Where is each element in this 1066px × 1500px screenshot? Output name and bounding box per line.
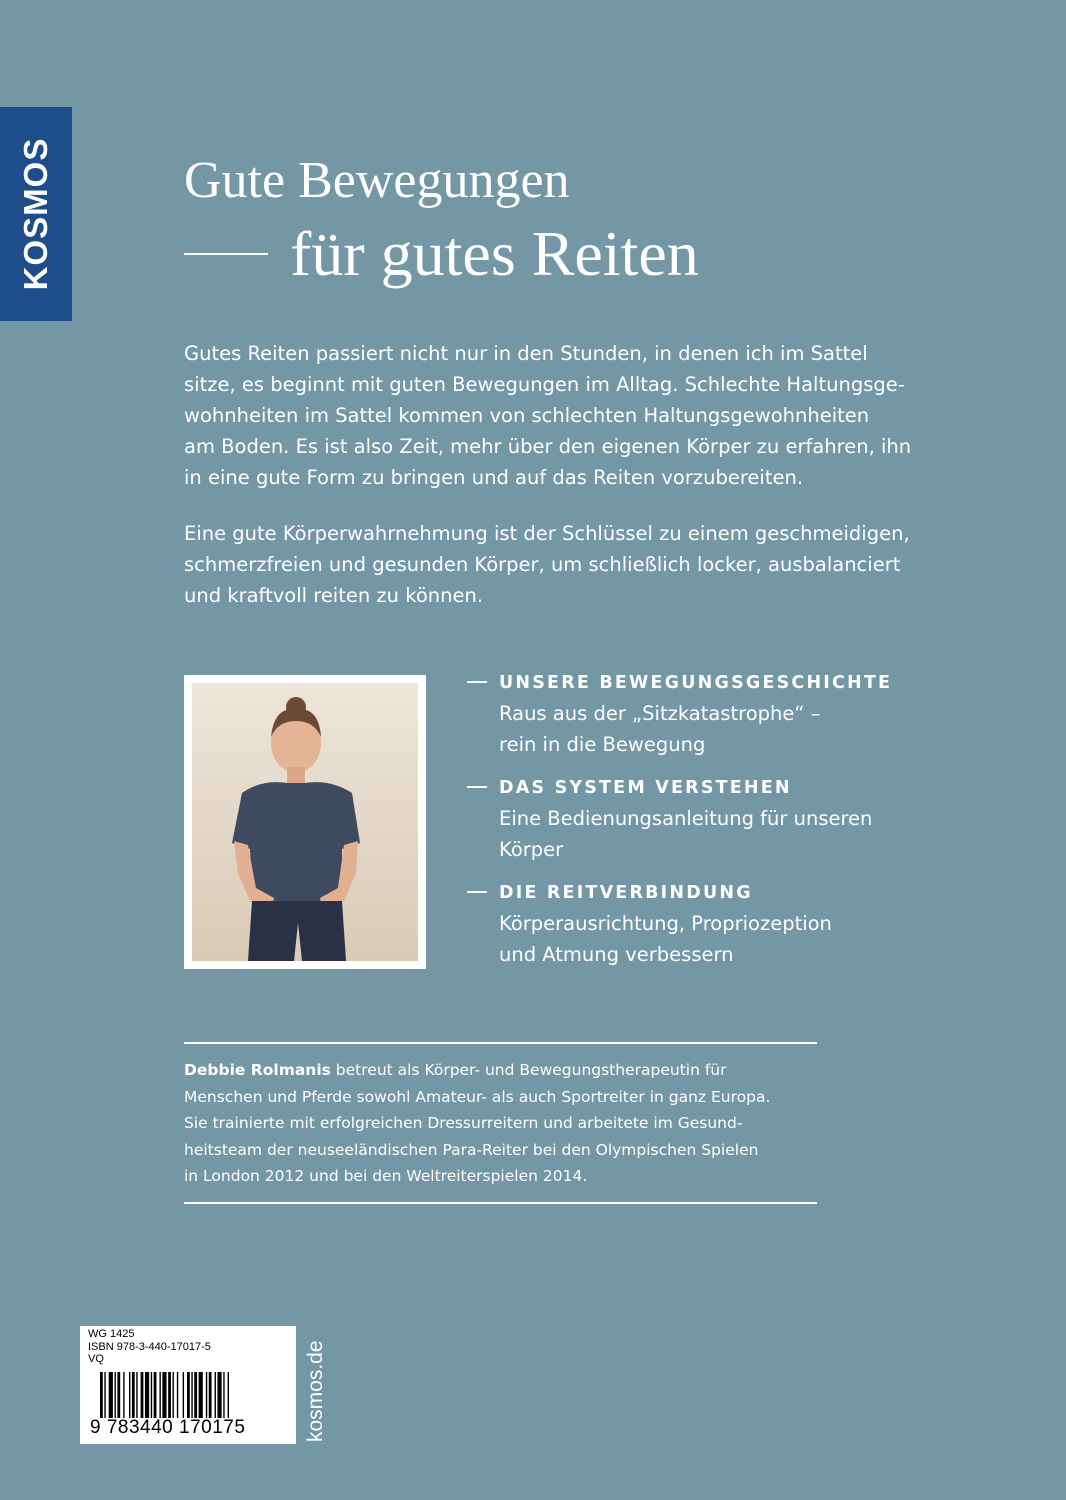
barcode-bar xyxy=(228,1372,229,1418)
barcode-bar xyxy=(145,1372,149,1418)
bio-line-rest: betreut als Körper- und Bewegungstherapeutin für xyxy=(330,1061,727,1079)
bio-line: in London 2012 und bei den Weltreiterspielen 2014. xyxy=(184,1167,588,1185)
barcode-bar xyxy=(129,1372,130,1418)
title-line-2 xyxy=(184,218,699,290)
author-name: Debbie Rolmanis xyxy=(184,1061,331,1079)
barcode-bar xyxy=(132,1372,135,1418)
topic-dash xyxy=(467,681,487,683)
barcode-bar xyxy=(104,1372,105,1418)
divider-top xyxy=(184,1042,817,1044)
barcode-bar xyxy=(173,1372,174,1418)
text-line: und kraftvoll reiten zu können. xyxy=(184,584,484,607)
author-photo-frame xyxy=(184,675,426,969)
divider-bottom xyxy=(184,1202,817,1204)
topic-text: Raus aus der „Sitzkatastrophe“ – xyxy=(499,702,821,725)
barcode-meta xyxy=(88,1328,211,1366)
bio-line: Menschen und Pferde sowohl Amateur- als auch Sportreiter in ganz Europa. xyxy=(184,1087,771,1106)
text-line: schmerzfreien und gesunden Körper, um schließlich locker, ausbalanciert xyxy=(184,553,901,576)
barcode-bar xyxy=(123,1372,124,1418)
topic-text: Körperausrichtung, Propriozeption xyxy=(499,912,832,935)
text-line: wohnheiten im Sattel kommen von schlechten Haltungsgewohnheiten xyxy=(184,404,870,427)
barcode-bar xyxy=(162,1372,166,1418)
isbn: ISBN 978-3-440-17017-5 xyxy=(88,1340,211,1353)
barcode-bar xyxy=(183,1372,184,1418)
wg-code: WG 1425 xyxy=(88,1328,135,1340)
title-line-2-text: für gutes Reiten xyxy=(290,218,699,289)
barcode-bar xyxy=(159,1372,160,1418)
topic-text: Körper xyxy=(499,838,564,861)
barcode-bar xyxy=(217,1372,221,1418)
brand-logo-text: KOSMOS xyxy=(17,137,54,291)
website-label: kosmos.de xyxy=(304,1340,327,1442)
text-line: Gutes Reiten passiert nicht nur in den Stunden, in denen ich im Sattel xyxy=(184,342,868,365)
barcode-bar xyxy=(151,1372,152,1418)
barcode-bar xyxy=(168,1372,171,1418)
bio-line xyxy=(184,1057,824,1084)
topic-dash xyxy=(467,891,487,893)
barcode-bar xyxy=(199,1372,203,1418)
text-line: sitze, es beginnt mit guten Bewegungen im Alltag. Schlechte Haltungsge- xyxy=(184,373,905,396)
topic-item xyxy=(467,773,1027,865)
topic-item xyxy=(467,878,1027,970)
barcode-bar xyxy=(117,1372,120,1418)
barcode-bar xyxy=(100,1372,103,1418)
topic-list xyxy=(467,668,1027,970)
topic-heading: DAS SYSTEM VERSTEHEN xyxy=(499,778,792,798)
author-bio xyxy=(184,1057,824,1190)
barcode-number: 9 783440 170175 xyxy=(90,1417,246,1438)
brand-logo-tab xyxy=(0,107,72,321)
barcode-bar xyxy=(187,1372,190,1418)
topic-text: und Atmung verbessern xyxy=(499,943,734,966)
barcode-bars xyxy=(100,1372,282,1418)
intro-paragraph-1 xyxy=(184,338,954,493)
barcode-bar xyxy=(194,1372,197,1418)
barcode-bar xyxy=(177,1372,178,1418)
topic-text: Eine Bedienungsanleitung für unseren xyxy=(499,807,873,830)
bio-line: Sie trainierte mit erfolgreichen Dressurreitern und arbeitete im Gesund- xyxy=(184,1114,743,1132)
title-dash-rule xyxy=(184,253,268,255)
barcode-bar xyxy=(109,1372,113,1418)
barcode-bar xyxy=(209,1372,212,1418)
barcode-box xyxy=(80,1326,296,1444)
barcode-bar xyxy=(154,1372,157,1418)
barcode-bar xyxy=(215,1372,216,1418)
barcode-bar xyxy=(191,1372,192,1418)
topic-text: rein in die Bewegung xyxy=(499,733,706,756)
barcode-bar xyxy=(141,1372,144,1418)
topic-heading: UNSERE BEWEGUNGSGESCHICHTE xyxy=(499,673,893,693)
intro-paragraph-2 xyxy=(184,518,954,611)
barcode-bar xyxy=(136,1372,137,1418)
barcode-bar xyxy=(223,1372,224,1418)
title-line-1: Gute Bewegungen xyxy=(184,152,570,209)
vq-code: VQ xyxy=(88,1353,104,1365)
author-illustration xyxy=(192,683,418,961)
text-line: in eine gute Form zu bringen und auf das Reiten vorzubereiten. xyxy=(184,466,804,489)
bio-line: heitsteam der neuseeländischen Para-Reiter bei den Olympischen Spielen xyxy=(184,1140,759,1159)
barcode-bar xyxy=(115,1372,116,1418)
topic-heading: DIE REITVERBINDUNG xyxy=(499,883,753,903)
author-photo xyxy=(192,683,418,961)
text-line: am Boden. Es ist also Zeit, mehr über den eigenen Körper zu erfahren, ihn xyxy=(184,435,912,458)
topic-item xyxy=(467,668,1027,760)
barcode-bar xyxy=(206,1372,207,1418)
topic-dash xyxy=(467,786,487,788)
text-line: Eine gute Körperwahrnehmung ist der Schlüssel zu einem geschmeidigen, xyxy=(184,522,910,545)
